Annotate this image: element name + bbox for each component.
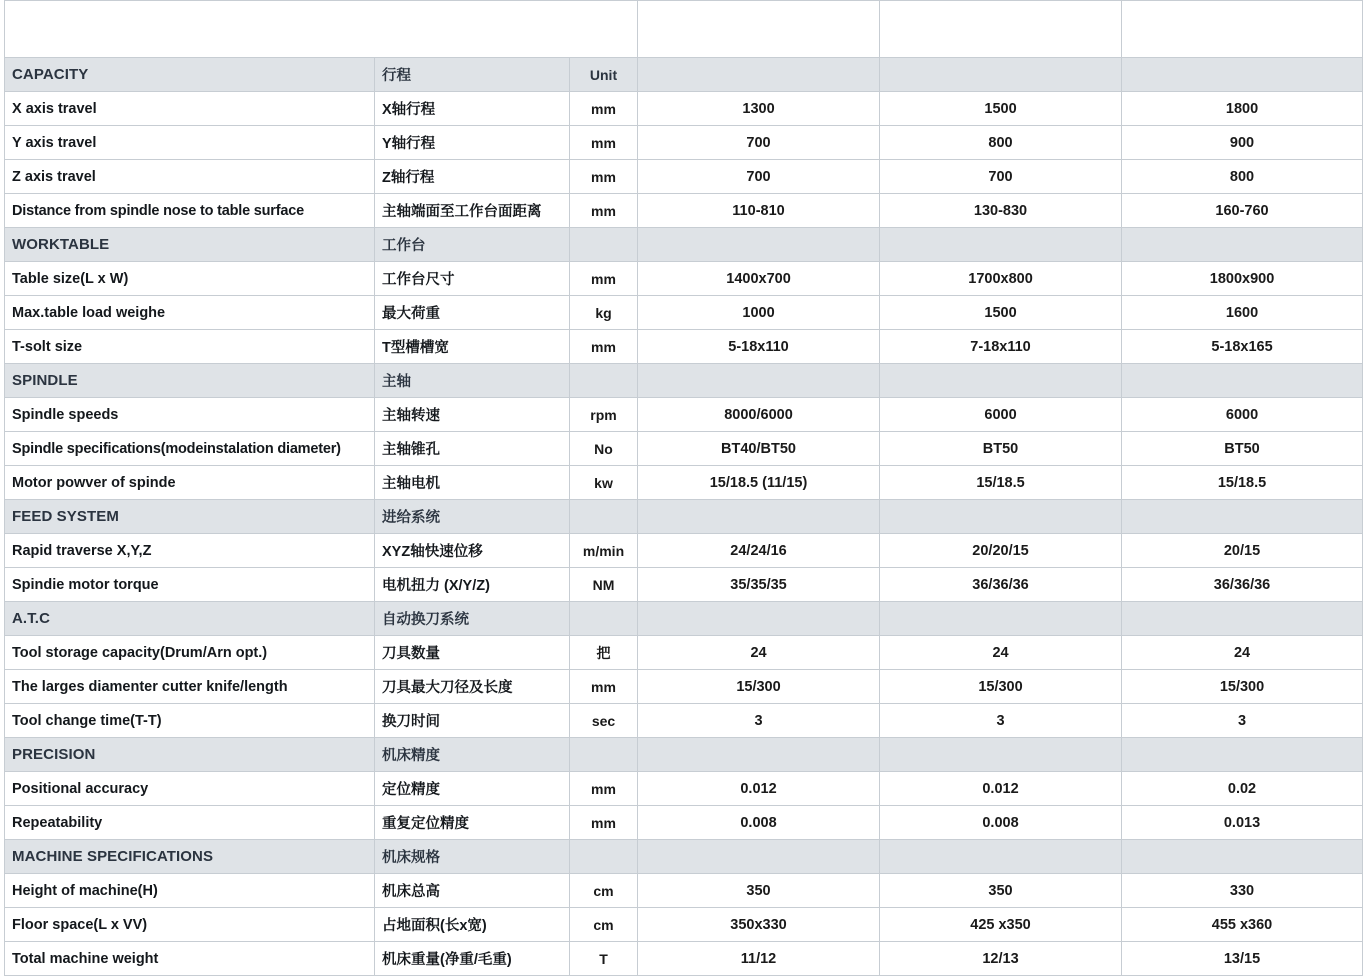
cell-unit: No <box>570 432 638 466</box>
cell-value-v1580l <box>880 500 1122 534</box>
cell-value-v1580l: 1500 <box>880 92 1122 126</box>
cell-value-v1380l: 700 <box>638 160 880 194</box>
cell-value-v1580l: 24 <box>880 636 1122 670</box>
cell-value-v1380l <box>638 58 880 92</box>
cell-value-v1580l: 36/36/36 <box>880 568 1122 602</box>
cell-value-v1890l <box>1122 500 1363 534</box>
cell-item-cn: X轴行程 <box>375 92 570 126</box>
specification-table <box>4 0 1363 976</box>
cell-value-v1380l: 11/12 <box>638 942 880 976</box>
cell-value-v1380l: 24 <box>638 636 880 670</box>
cell-unit: Unit <box>570 58 638 92</box>
table-header-row <box>5 1 1363 58</box>
cell-item-en: Table size(L x W) <box>5 262 375 296</box>
cell-unit: kg <box>570 296 638 330</box>
table-row <box>5 92 1363 126</box>
cell-unit: mm <box>570 806 638 840</box>
header-model-v1380l: V1380L <box>638 1 880 58</box>
table-row <box>5 534 1363 568</box>
cell-item-en: Spindle specifications(modeinstalation diameter) <box>5 432 375 466</box>
cell-value-v1890l: 1600 <box>1122 296 1363 330</box>
cell-unit: mm <box>570 262 638 296</box>
cell-value-v1380l: 5-18x110 <box>638 330 880 364</box>
cell-value-v1890l: 1800 <box>1122 92 1363 126</box>
cell-value-v1890l: 20/15 <box>1122 534 1363 568</box>
table-row <box>5 568 1363 602</box>
cell-value-v1580l: 7-18x110 <box>880 330 1122 364</box>
table-row <box>5 296 1363 330</box>
cell-value-v1580l: 700 <box>880 160 1122 194</box>
cell-value-v1580l <box>880 228 1122 262</box>
section-row <box>5 602 1363 636</box>
cell-value-v1890l: 0.02 <box>1122 772 1363 806</box>
cell-value-v1890l: 455 x360 <box>1122 908 1363 942</box>
cell-item-cn: 主轴转速 <box>375 398 570 432</box>
header-model-v1890l: V1890L <box>1122 1 1363 58</box>
cell-item-cn: 主轴 <box>375 364 570 398</box>
cell-item-cn: 定位精度 <box>375 772 570 806</box>
cell-value-v1890l <box>1122 364 1363 398</box>
cell-item-en: PRECISION <box>5 738 375 772</box>
cell-value-v1380l: 700 <box>638 126 880 160</box>
cell-value-v1580l: 0.012 <box>880 772 1122 806</box>
cell-item-cn: Y轴行程 <box>375 126 570 160</box>
cell-value-v1890l <box>1122 840 1363 874</box>
cell-item-cn: 主轴锥孔 <box>375 432 570 466</box>
cell-unit: mm <box>570 160 638 194</box>
cell-unit: cm <box>570 908 638 942</box>
cell-value-v1380l: 8000/6000 <box>638 398 880 432</box>
cell-item-en: Floor space(L x VV) <box>5 908 375 942</box>
cell-value-v1580l: 3 <box>880 704 1122 738</box>
cell-item-cn: 工作台尺寸 <box>375 262 570 296</box>
section-row <box>5 58 1363 92</box>
cell-unit: mm <box>570 330 638 364</box>
cell-value-v1890l: 3 <box>1122 704 1363 738</box>
section-row <box>5 840 1363 874</box>
table-row <box>5 126 1363 160</box>
cell-value-v1380l <box>638 602 880 636</box>
cell-value-v1580l <box>880 738 1122 772</box>
cell-value-v1890l: 5-18x165 <box>1122 330 1363 364</box>
cell-unit: sec <box>570 704 638 738</box>
cell-value-v1890l: 0.013 <box>1122 806 1363 840</box>
cell-item-en: Repeatability <box>5 806 375 840</box>
cell-item-en: MACHINE SPECIFICATIONS <box>5 840 375 874</box>
cell-item-en: Max.table load weighe <box>5 296 375 330</box>
cell-value-v1380l <box>638 500 880 534</box>
cell-unit: T <box>570 942 638 976</box>
cell-item-en: Tool storage capacity(Drum/Arn opt.) <box>5 636 375 670</box>
table-row <box>5 432 1363 466</box>
cell-unit <box>570 228 638 262</box>
cell-item-cn: 主轴电机 <box>375 466 570 500</box>
cell-value-v1580l: 6000 <box>880 398 1122 432</box>
table-row <box>5 670 1363 704</box>
cell-item-en: Spindie motor torque <box>5 568 375 602</box>
cell-unit: rpm <box>570 398 638 432</box>
cell-value-v1380l: 0.012 <box>638 772 880 806</box>
cell-value-v1580l <box>880 364 1122 398</box>
cell-unit <box>570 602 638 636</box>
diagonal-divider-icon <box>5 1 637 57</box>
cell-value-v1580l: 20/20/15 <box>880 534 1122 568</box>
cell-value-v1580l: 1500 <box>880 296 1122 330</box>
section-row <box>5 228 1363 262</box>
cell-value-v1380l <box>638 364 880 398</box>
cell-value-v1890l: 15/300 <box>1122 670 1363 704</box>
cell-unit <box>570 364 638 398</box>
cell-value-v1890l <box>1122 738 1363 772</box>
header-model-label: Model <box>571 3 628 24</box>
cell-item-cn: 机床精度 <box>375 738 570 772</box>
cell-value-v1380l: 15/18.5 (11/15) <box>638 466 880 500</box>
cell-item-en: T-solt size <box>5 330 375 364</box>
table-body <box>5 58 1363 976</box>
cell-unit <box>570 500 638 534</box>
cell-value-v1380l: 0.008 <box>638 806 880 840</box>
cell-unit: cm <box>570 874 638 908</box>
cell-item-cn: 机床重量(净重/毛重) <box>375 942 570 976</box>
cell-unit: mm <box>570 92 638 126</box>
cell-value-v1380l: 110-810 <box>638 194 880 228</box>
cell-value-v1580l: 130-830 <box>880 194 1122 228</box>
cell-unit: mm <box>570 126 638 160</box>
cell-item-cn: XYZ轴快速位移 <box>375 534 570 568</box>
cell-item-en: Tool change time(T-T) <box>5 704 375 738</box>
cell-item-en: Rapid traverse X,Y,Z <box>5 534 375 568</box>
cell-item-cn: 刀具数量 <box>375 636 570 670</box>
table-row <box>5 636 1363 670</box>
cell-value-v1580l <box>880 602 1122 636</box>
cell-value-v1890l: 160-760 <box>1122 194 1363 228</box>
section-row <box>5 364 1363 398</box>
table-row <box>5 398 1363 432</box>
table-row <box>5 160 1363 194</box>
cell-value-v1380l: 1400x700 <box>638 262 880 296</box>
cell-value-v1580l: 1700x800 <box>880 262 1122 296</box>
cell-item-cn: 行程 <box>375 58 570 92</box>
cell-item-en: Total machine weight <box>5 942 375 976</box>
cell-item-en: Y axis travel <box>5 126 375 160</box>
cell-value-v1890l: 13/15 <box>1122 942 1363 976</box>
cell-item-cn: 工作台 <box>375 228 570 262</box>
table-row <box>5 262 1363 296</box>
cell-unit <box>570 840 638 874</box>
cell-item-cn: 进给系统 <box>375 500 570 534</box>
header-corner-cell <box>5 1 638 58</box>
cell-value-v1380l: 24/24/16 <box>638 534 880 568</box>
table-row <box>5 330 1363 364</box>
cell-unit <box>570 738 638 772</box>
cell-value-v1580l: 350 <box>880 874 1122 908</box>
cell-unit: mm <box>570 670 638 704</box>
cell-value-v1890l <box>1122 58 1363 92</box>
cell-value-v1380l: 1000 <box>638 296 880 330</box>
cell-item-cn: 占地面积(长x宽) <box>375 908 570 942</box>
header-item-label: Ltem <box>13 33 57 53</box>
cell-item-cn: 自动换刀系统 <box>375 602 570 636</box>
cell-item-en: Z axis travel <box>5 160 375 194</box>
cell-item-cn: 电机扭力 (X/Y/Z) <box>375 568 570 602</box>
cell-item-cn: 最大荷重 <box>375 296 570 330</box>
cell-value-v1380l: 3 <box>638 704 880 738</box>
cell-item-cn: 机床规格 <box>375 840 570 874</box>
table-row <box>5 874 1363 908</box>
cell-value-v1580l: 425 x350 <box>880 908 1122 942</box>
cell-value-v1580l: 15/18.5 <box>880 466 1122 500</box>
cell-value-v1380l: BT40/BT50 <box>638 432 880 466</box>
cell-item-en: WORKTABLE <box>5 228 375 262</box>
cell-item-cn: 换刀时间 <box>375 704 570 738</box>
header-model-v1580l: V1580L <box>880 1 1122 58</box>
cell-value-v1890l: 36/36/36 <box>1122 568 1363 602</box>
cell-item-en: Positional accuracy <box>5 772 375 806</box>
cell-value-v1890l: 15/18.5 <box>1122 466 1363 500</box>
cell-value-v1890l <box>1122 602 1363 636</box>
cell-value-v1890l: 24 <box>1122 636 1363 670</box>
table-row <box>5 908 1363 942</box>
cell-value-v1580l: 800 <box>880 126 1122 160</box>
cell-item-cn: 重复定位精度 <box>375 806 570 840</box>
cell-value-v1380l: 350 <box>638 874 880 908</box>
cell-value-v1380l: 350x330 <box>638 908 880 942</box>
table-row <box>5 942 1363 976</box>
cell-value-v1580l <box>880 840 1122 874</box>
cell-item-en: The larges diamenter cutter knife/length <box>5 670 375 704</box>
cell-unit: kw <box>570 466 638 500</box>
cell-item-cn: 主轴端面至工作台面距离 <box>375 194 570 228</box>
cell-value-v1580l: 12/13 <box>880 942 1122 976</box>
cell-item-cn: 刀具最大刀径及长度 <box>375 670 570 704</box>
cell-unit: mm <box>570 772 638 806</box>
cell-value-v1380l: 15/300 <box>638 670 880 704</box>
cell-item-en: FEED SYSTEM <box>5 500 375 534</box>
cell-item-en: CAPACITY <box>5 58 375 92</box>
cell-item-cn: Z轴行程 <box>375 160 570 194</box>
cell-value-v1890l: 1800x900 <box>1122 262 1363 296</box>
cell-value-v1890l: 6000 <box>1122 398 1363 432</box>
cell-value-v1380l <box>638 738 880 772</box>
cell-value-v1380l: 1300 <box>638 92 880 126</box>
section-row <box>5 500 1363 534</box>
cell-value-v1890l: 900 <box>1122 126 1363 160</box>
cell-value-v1380l <box>638 840 880 874</box>
cell-value-v1890l: 800 <box>1122 160 1363 194</box>
cell-item-cn: T型槽槽宽 <box>375 330 570 364</box>
cell-value-v1580l: 15/300 <box>880 670 1122 704</box>
table-row <box>5 772 1363 806</box>
cell-item-en: Motor powver of spinde <box>5 466 375 500</box>
cell-value-v1580l: BT50 <box>880 432 1122 466</box>
cell-value-v1890l <box>1122 228 1363 262</box>
cell-unit: 把 <box>570 636 638 670</box>
cell-unit: NM <box>570 568 638 602</box>
table-row <box>5 194 1363 228</box>
cell-item-en: SPINDLE <box>5 364 375 398</box>
table-row <box>5 466 1363 500</box>
cell-value-v1580l: 0.008 <box>880 806 1122 840</box>
cell-unit: mm <box>570 194 638 228</box>
cell-value-v1890l: BT50 <box>1122 432 1363 466</box>
cell-item-en: Spindle speeds <box>5 398 375 432</box>
cell-item-en: Distance from spindle nose to table surface <box>5 194 375 228</box>
cell-value-v1580l <box>880 58 1122 92</box>
cell-item-en: X axis travel <box>5 92 375 126</box>
cell-item-en: A.T.C <box>5 602 375 636</box>
cell-value-v1890l: 330 <box>1122 874 1363 908</box>
section-row <box>5 738 1363 772</box>
table-row <box>5 704 1363 738</box>
cell-unit: m/min <box>570 534 638 568</box>
cell-value-v1380l: 35/35/35 <box>638 568 880 602</box>
cell-item-cn: 机床总高 <box>375 874 570 908</box>
table-row <box>5 806 1363 840</box>
cell-item-en: Height of machine(H) <box>5 874 375 908</box>
cell-value-v1380l <box>638 228 880 262</box>
